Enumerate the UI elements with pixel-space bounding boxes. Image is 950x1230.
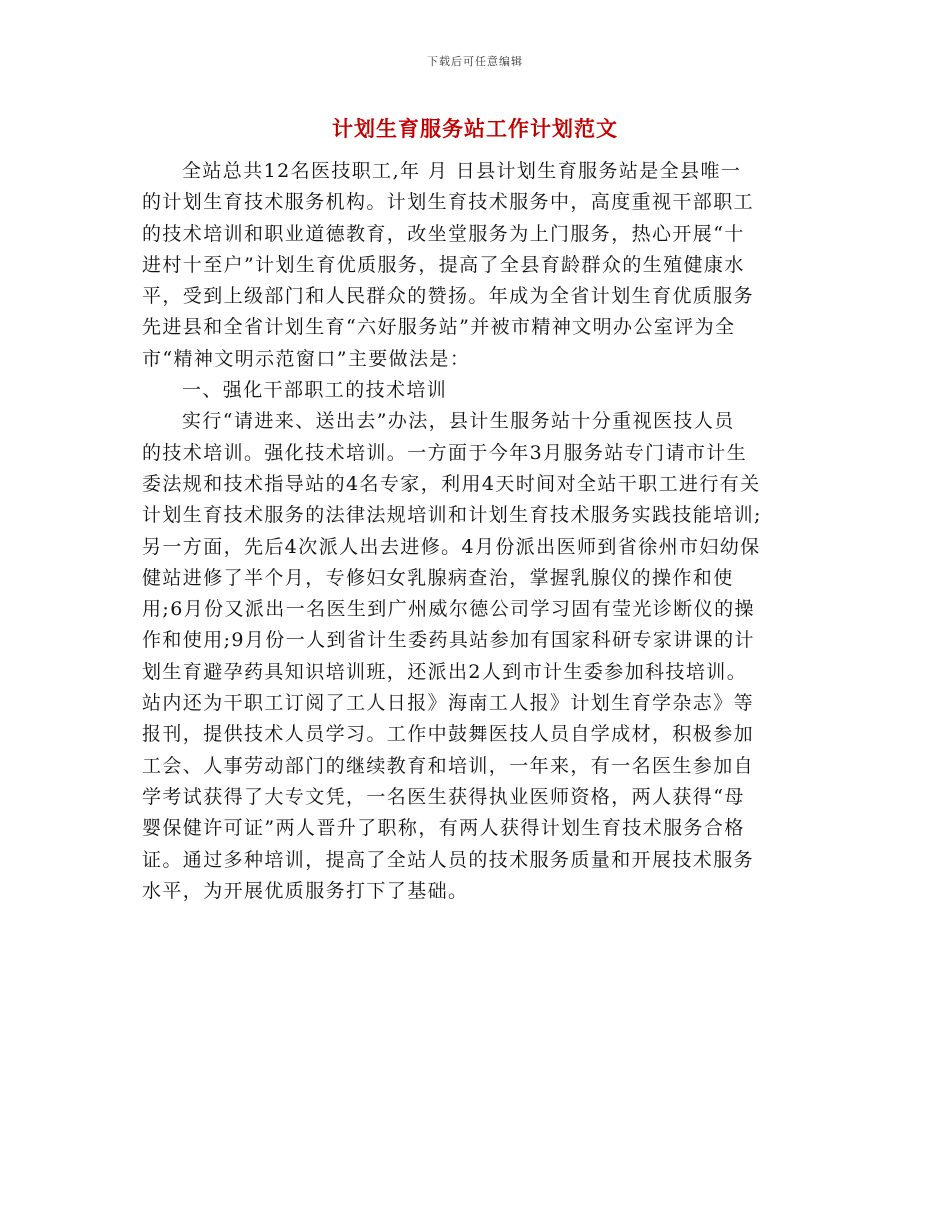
paragraph-line: 委法规和技术指导站的4名专家，利用4天时间对全站干职工进行有关 (142, 472, 761, 495)
paragraph-line: 全站总共12名医技职工,年 月 日县计划生育服务站是全县唯一 (182, 160, 742, 182)
paragraph-line: 计划生育技术服务的法律法规培训和计划生育技术服务实践技能培训; (142, 504, 762, 527)
paragraph-line: 工会、人事劳动部门的继续教育和培训，一年来，有一名医生参加自 (142, 754, 755, 777)
paragraph-line: 划生育避孕药具知识培训班，还派出2人到市计生委参加科技培训。 (142, 660, 748, 683)
paragraph-line: 学考试获得了大专文凭，一名医生获得执业医师资格，两人获得“母 (142, 785, 745, 808)
paragraph-line: 水平，为开展优质服务打下了基础。 (142, 879, 469, 902)
paragraph-line: 进村十至户”计划生育优质服务，提高了全县育龄群众的生殖健康水 (142, 253, 745, 276)
document-body (142, 156, 802, 907)
paragraph-line: 另一方面，先后4次派人出去进修。4月份派出医师到省徐州市妇幼保 (142, 535, 761, 558)
paragraph-line: 平，受到上级部门和人民群众的赞扬。年成为全省计划生育优质服务 (142, 285, 755, 308)
section-heading: 一、强化干部职工的技术培训 (182, 379, 448, 402)
paragraph-line: 的技术培训。强化技术培训。一方面于今年3月服务站专门请市计生 (142, 441, 748, 464)
paragraph-line: 报刊，提供技术人员学习。工作中鼓舞医技人员自学成材，积极参加 (142, 723, 755, 746)
paragraph-line: 作和使用;9月份一人到省计生委药具站参加有国家科研专家讲课的计 (142, 629, 755, 652)
paragraph-line: 先进县和全省计划生育“六好服务站”并被市精神文明办公室评为全 (142, 316, 736, 339)
paragraph-line: 用;6月份又派出一名医生到广州威尔德公司学习固有莹光诊断仪的操 (142, 598, 755, 621)
header-note: 下载后可任意编辑 (427, 55, 523, 68)
paragraph-line: 实行“请进来、送出去”办法，县计生服务站十分重视医技人员 (182, 410, 735, 433)
paragraph-line: 市“精神文明示范窗口”主要做法是： (142, 347, 471, 370)
paragraph-line: 婴保健许可证”两人晋升了职称，有两人获得计划生育技术服务合格 (142, 817, 745, 840)
paragraph-line: 站内还为干职工订阅了工人日报》海南工人报》计划生育学杂志》等 (142, 692, 755, 715)
paragraph-line: 健站进修了半个月，专修妇女乳腺病查治，掌握乳腺仪的操作和使 (142, 566, 734, 589)
paragraph-line: 证。通过多种培训，提高了全站人员的技术服务质量和开展技术服务 (142, 848, 755, 871)
paragraph-line: 的技术培训和职业道德教育，改坐堂服务为上门服务，热心开展“十 (142, 222, 745, 245)
paragraph-line: 的计划生育技术服务机构。计划生育技术服务中，高度重视干部职工 (142, 191, 755, 214)
document-title: 计划生育服务站工作计划范文 (332, 116, 618, 141)
